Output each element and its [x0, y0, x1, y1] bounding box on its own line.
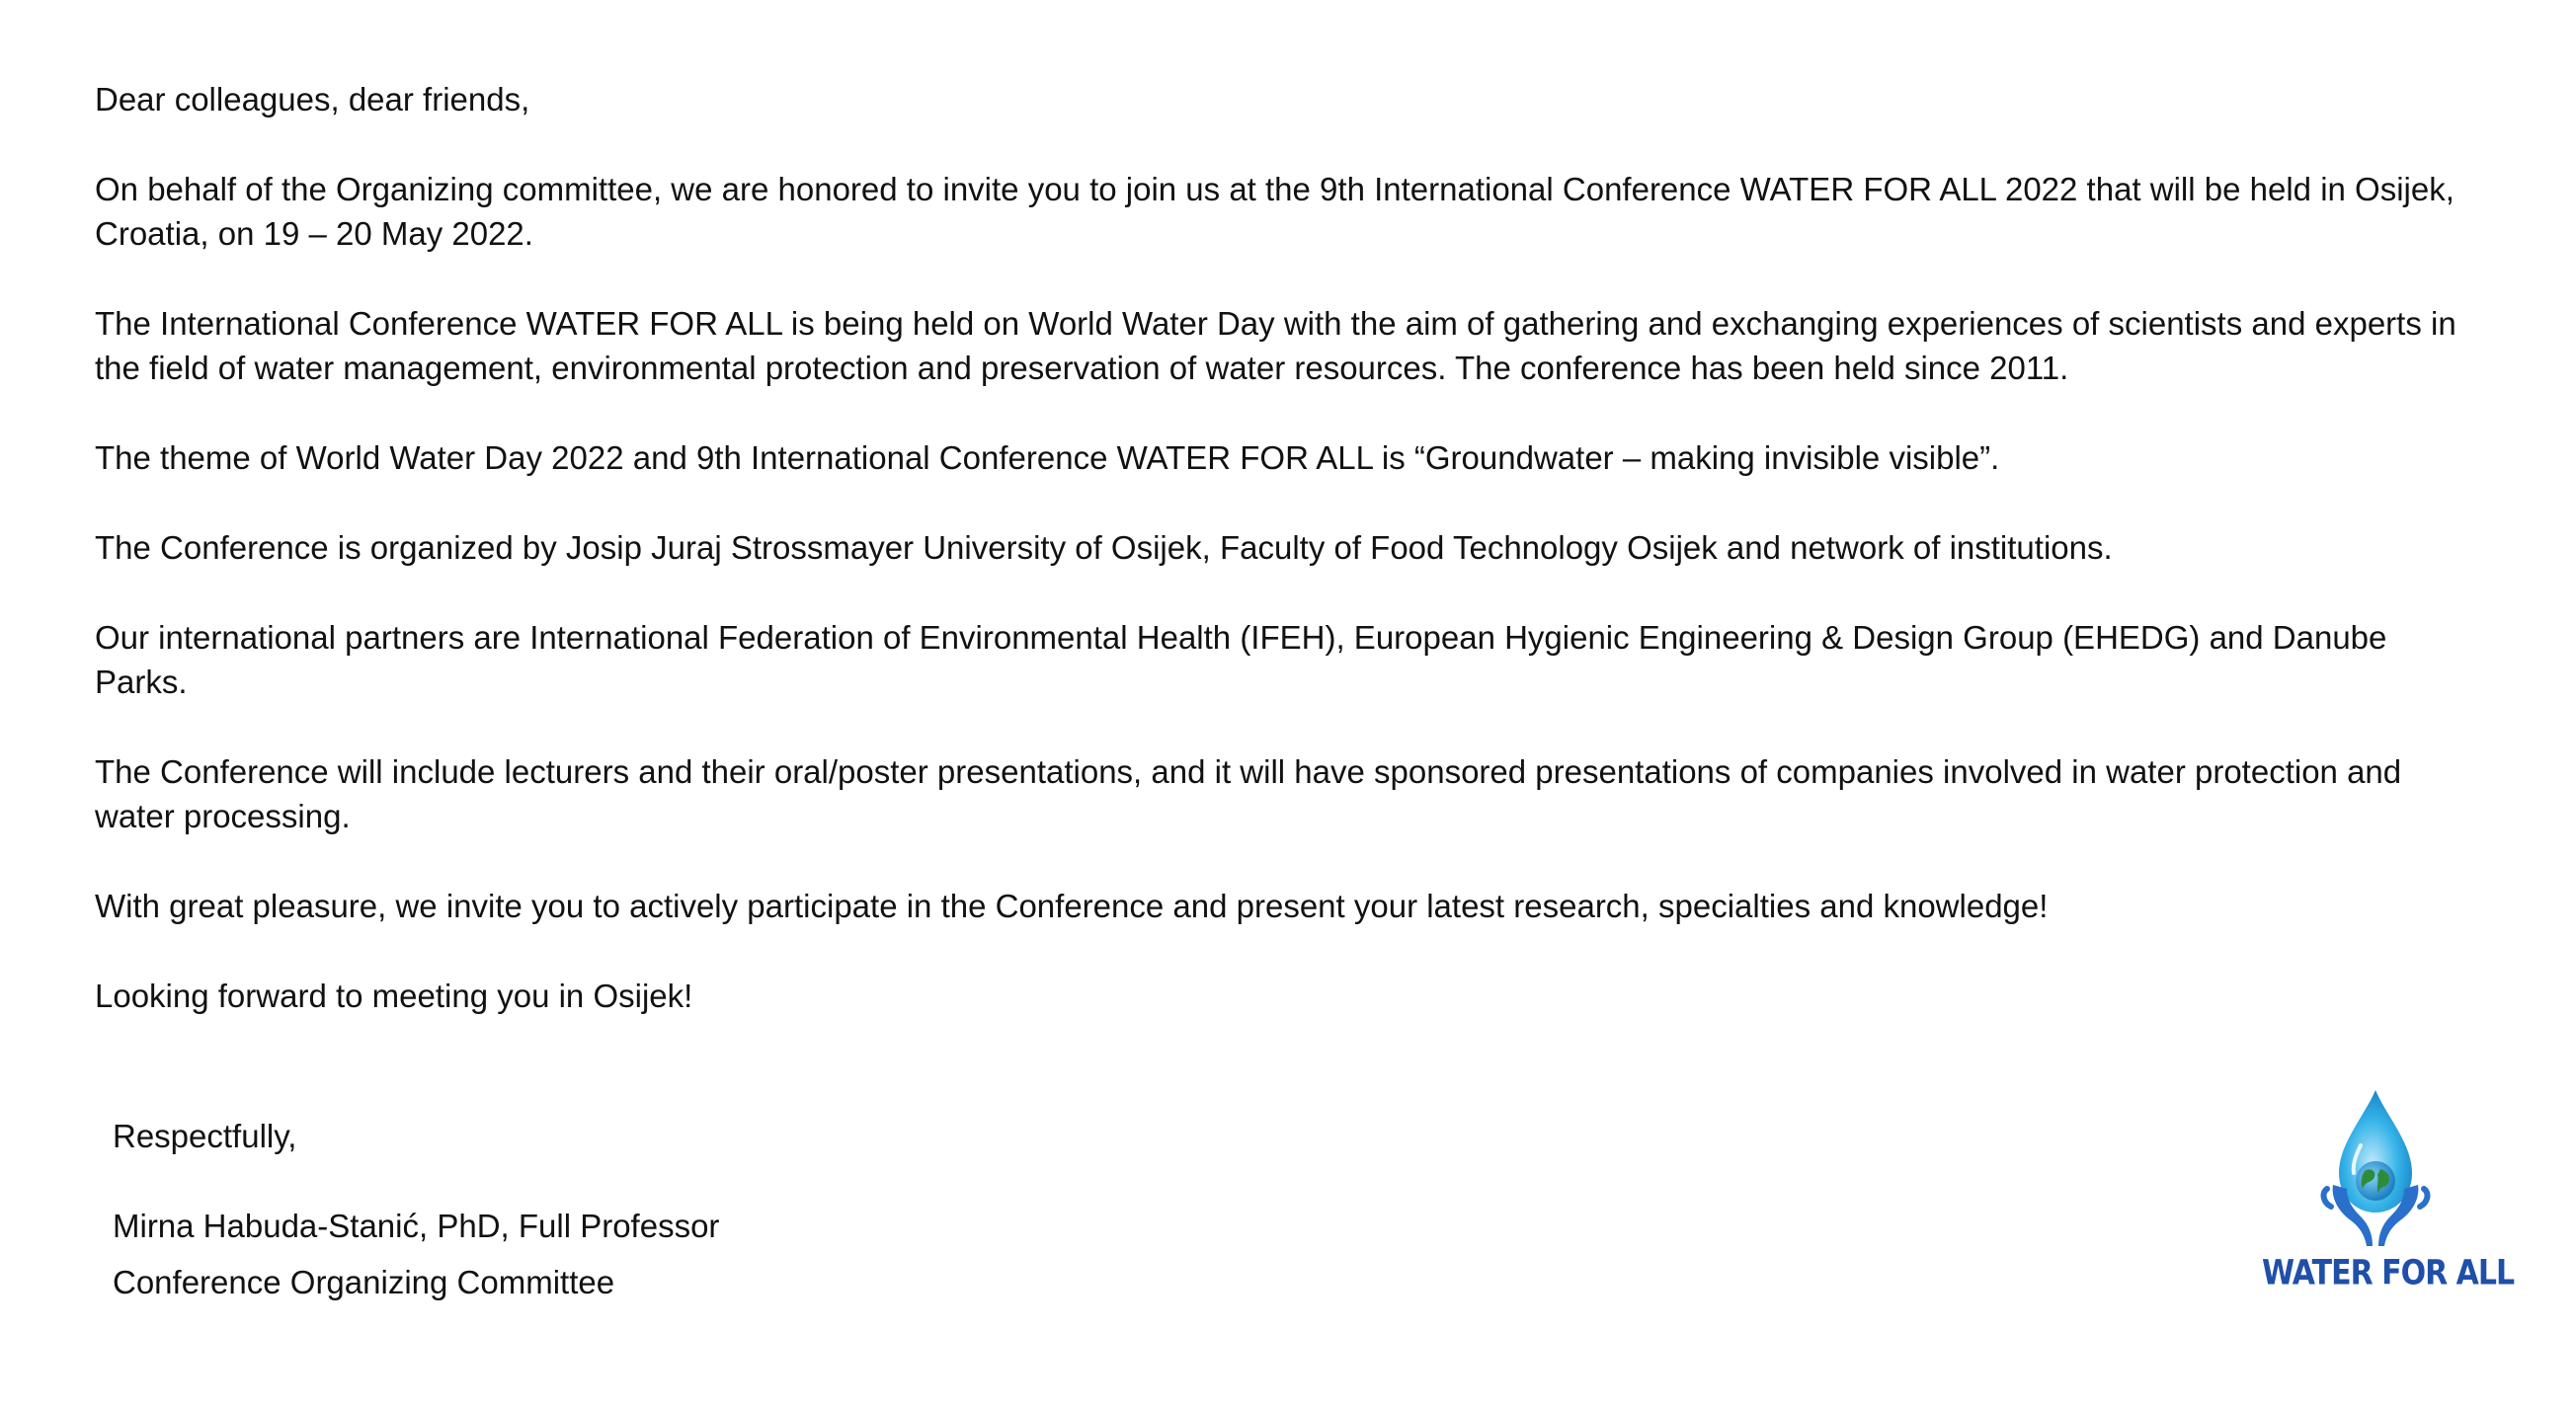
- signatory-name: Mirna Habuda-Stanić, PhD, Full Professor: [113, 1208, 720, 1244]
- letter-closing: [113, 1114, 719, 1304]
- letter-paragraph: With great pleasure, we invite you to actively participate in the Conference and present your latest research, specialties and knowledge!: [95, 888, 2049, 924]
- letter-paragraph: The International Conference WATER FOR ALL is being held on World Water Day with the aim of gathering and exchanging experiences of scientists and experts in the field of water management, environmental protection and preservation of water resources. The conference has been held since 2011.: [95, 305, 2456, 386]
- letter-paragraph: On behalf of the Organizing committee, we are honored to invite you to join us at the 9th International Conference WATER FOR ALL 2022 that will be held in Osijek, Croatia, on 19 – 20 May 2022.: [95, 171, 2455, 252]
- letter-paragraph: The Conference is organized by Josip Juraj Strossmayer University of Osijek, Faculty of Food Technology Osijek and network of institutions.: [95, 529, 2113, 566]
- water-drop-globe-hands-icon: [2262, 1086, 2489, 1254]
- letter-paragraph: The theme of World Water Day 2022 and 9th International Conference WATER FOR ALL is “Groundwater – making invisible visible”.: [95, 439, 2000, 476]
- letter-body: [95, 77, 2485, 1063]
- letter-greeting: Dear colleagues, dear friends,: [95, 81, 530, 118]
- letter-paragraph: Looking forward to meeting you in Osijek!: [95, 978, 693, 1014]
- conference-logo: [2262, 1086, 2515, 1293]
- signatory-role: Conference Organizing Committee: [113, 1264, 615, 1300]
- letter-paragraph: Our international partners are International Federation of Environmental Health (IFEH), European Hygienic Engineering & Design Group (EHEDG) and Danube Parks.: [95, 619, 2387, 700]
- valediction: Respectfully,: [113, 1118, 297, 1154]
- letter-paragraph: The Conference will include lecturers and their oral/poster presentations, and it will have sponsored presentations of companies involved in water protection and water processing.: [95, 753, 2402, 834]
- logo-wordmark: WATER FOR ALL: [2262, 1253, 2515, 1293]
